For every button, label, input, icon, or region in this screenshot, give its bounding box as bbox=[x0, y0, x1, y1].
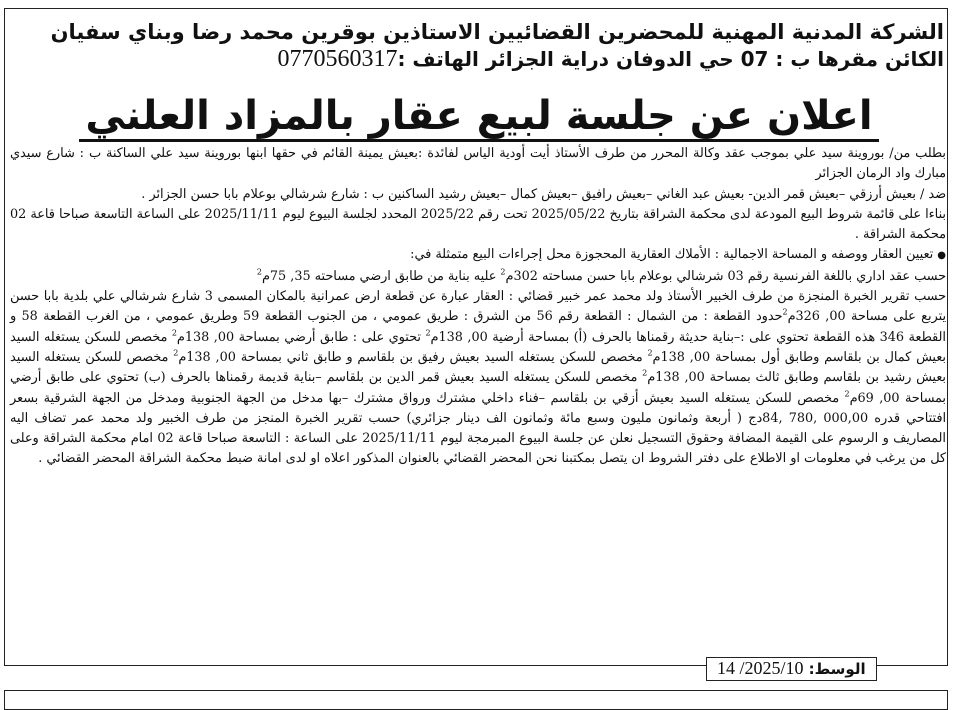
property-bullet bbox=[10, 245, 946, 266]
newspaper-name: الوسط: bbox=[808, 660, 866, 678]
notice-body bbox=[10, 144, 946, 470]
phone-number: 0770560317 bbox=[277, 46, 398, 72]
notice-title bbox=[0, 92, 958, 140]
expert-text-1: حسب تقرير الخبرة المنجزة من طرف الخبير الأستاذ ولد محمد عمر خبير قضائي : العقار عبارة عن قطعة ارض عمرانية بالمكان المسمى 3 شارع شرشالي علي بلدية بابا حسن يتربع على مساحة 00, 326م bbox=[10, 289, 947, 325]
office-address bbox=[10, 46, 944, 72]
notice-title-text: اعلان عن جلسة لبيع عقار بالمزاد العلني bbox=[79, 93, 878, 142]
expert-text-4: مخصص للسكن يستغله السيد بعيش كمال بن بلقاسم وطابق أول بمساحة 00, 138م bbox=[10, 329, 946, 365]
deed-text-1: حسب عقد اداري باللغة الفرنسية رقم 03 شرشالي بوعلام بابا حسن مساحته 302م bbox=[505, 268, 946, 284]
expert-text-7: مخصص للسكن يستغله السيد بعيش قمر الدين بن بلقاسم –بناية قديمة رقمناها بالحرف (ب) تحتوي على طابق أرضي بمساحة 00, 69م bbox=[10, 370, 946, 406]
sale-conditions-paragraph: بناءا على قائمة شروط البيع المودعة لدى محكمة الشراقة بتاريخ 2025/05/22 تحت رقم 2025/22 المحدد لجلسة البيوع ليوم 2025/11/11 على الساعة التاسعة صباحا قاعة 02 محكمة الشراقة . bbox=[10, 206, 946, 243]
bailiff-office-name: الشركة المدنية المهنية للمحضرين القضائيين الاستاذين بوقرين محمد رضا وبناي سفيان bbox=[50, 20, 944, 44]
notice-header bbox=[10, 18, 944, 72]
next-notice-frame bbox=[4, 690, 948, 710]
publication-date-box bbox=[706, 657, 877, 681]
defendants-paragraph: ضد / بعيش أرزقي –بعيش قمر الدين- بعيش عبد الغاني –بعيش رافيق –بعيش كمال –بعيش رشيد الساكنين ب : شارع شرشالي بوعلام بابا حسن الجزائر . bbox=[141, 186, 946, 202]
expert-text-8: مخصص للسكن يستغله السيد بعيش أزقي بن بلقاسم –فناء داخلي مشترك ورواق مشترك –بها مدخل من الجهة الجنوبية ومدخل من الجهة الشرقية بسعر افتتاحي قدره 000,00 ,780 ,84دج ( أربعة وثمانون مليون وسبع مائة وثمانون الف دينار جزائري) حسب تقرير الخبرة المنجز من طرف الخبير ولد محمد عمر تضاف اليه المصاريف و الرسوم على القيمة المضافة وحقوق التسجيل نعلن عن جلسة البيوع المبرمجة ليوم 2025/11/11 على الساعة : التاسعة صباحا قاعة 02 امام محكمة الشراقة وعلى كل من يرغب في معلومات او الاطلاع على دفتر الشروط ان يتصل بمكتبنا نحن المحضر القضائي بالعنوان المذكور اعلاه او لدى امانة ضبط محكمة الشراقة المحضر القضائي . bbox=[10, 390, 947, 467]
expert-text-2: حدود القطعة : من الشمال : القطعة رقم 56 من الشرق : طريق عمومي ، من الجنوب القطعة 59 وطريق عمومي ، من الغرب القطعة 58 و القطعة 346 هذه القطعة تحتوي على :–بناية حديثة رقمناها بالحرف (أ) بمساحة أرضية 00, 138م bbox=[10, 309, 946, 345]
expert-text-6: مخصص للسكن يستغله السيد بعيش رشيد بن بلقاسم وطابق ثالث بمساحة 00, 138م bbox=[10, 349, 946, 386]
bullet-icon: ● bbox=[937, 250, 946, 262]
property-bullet-text: تعيين العقار ووصفه و المساحة الاجمالية : الأملاك العقارية المحجوزة محل إجراءات البيع متمثلة في: bbox=[410, 247, 934, 263]
publication-date: 2025/10/ 14 bbox=[717, 658, 804, 678]
deed-text-2: عليه بناية من طابق ارضي مساحته 35, 75م bbox=[261, 268, 501, 284]
deed-paragraph: حسب عقد اداري باللغة الفرنسية رقم 03 شرشالي بوعلام بابا حسن مساحته 302م$^2$ عليه بناية من طابق ارضي مساحته 35, 75م$^2$ bbox=[256, 267, 946, 284]
expert-text-3: تحتوي على : طابق أرضي بمساحة 00, 138م bbox=[176, 329, 426, 345]
expert-text-5: مخصص للسكن يستغله السيد بعيش رفيق بن بلقاسم و طابق ثاني بمساحة 00, 138م bbox=[178, 349, 648, 365]
expert-report-paragraph: حسب تقرير الخبرة المنجزة من طرف الخبير الأستاذ ولد محمد عمر خبير قضائي : العقار عبارة عن قطعة ارض عمرانية بالمكان المسمى 3 شارع شرشالي علي بلدية بابا حسن يتربع على مساحة 00, 326م$^2$حدود القطعة : من الشمال : القطعة رقم 56 من الشرق : طريق عمومي ، من الجنوب القطعة 59 وطريق عمومي ، من الغرب القطعة 58 و القطعة 346 هذه القطعة تحتوي على :–بناية حديثة رقمناها بالحرف (أ) بمساحة أرضية 00, 138م$^2$ تحتوي على : طابق أرضي بمساحة 00, 138م$^2$ مخصص للسكن يستغله السيد بعيش كمال بن بلقاسم وطابق أول بمساحة 00, 138م$^2$ مخصص للسكن يستغله السيد بعيش رفيق بن بلقاسم و طابق ثاني بمساحة 00, 138م$^2$ مخصص للسكن يستغله السيد بعيش رشيد بن بلقاسم وطابق ثالث بمساحة 00, 138م$^2$ مخصص للسكن يستغله السيد بعيش قمر الدين بن بلقاسم –بناية قديمة رقمناها بالحرف (ب) تحتوي على طابق أرضي بمساحة 00, 69م$^2$ مخصص للسكن يستغله السيد بعيش أزقي بن بلقاسم –فناء داخلي مشترك ورواق مشترك –بها مدخل من الجهة الجنوبية ومدخل من الجهة الشرقية بسعر افتتاحي قدره 000,00 ,780 ,84دج ( أربعة وثمانون مليون وسبع مائة وثمانون الف دينار جزائري) حسب تقرير الخبرة المنجز من طرف الخبير ولد محمد عمر تضاف اليه المصاريف و الرسوم على القيمة المضافة وحقوق التسجيل نعلن عن جلسة البيوع المبرمجة ليوم 2025/11/11 على الساعة : التاسعة صباحا قاعة 02 امام محكمة الشراقة وعلى كل من يرغب في معلومات او الاطلاع على دفتر الشروط ان يتصل بمكتبنا نحن المحضر القضائي بالعنوان المذكور اعلاه او لدى امانة ضبط محكمة الشراقة المحضر القضائي . bbox=[10, 289, 947, 467]
applicant-paragraph: بطلب من/ بوروينة سيد علي بموجب عقد وكالة المحرر من طرف الأستاذ أيت أودية الياس لفائدة :بعيش يمينة القائم في حقها ابنها بوروينة سيد علي الساكنة ب : شارع سيدي مبارك واد الرمان الجزائر bbox=[10, 146, 946, 182]
address-text: الكائن مقرها ب : 07 حي الدوفان دراية الجزائر الهاتف : bbox=[397, 47, 944, 71]
